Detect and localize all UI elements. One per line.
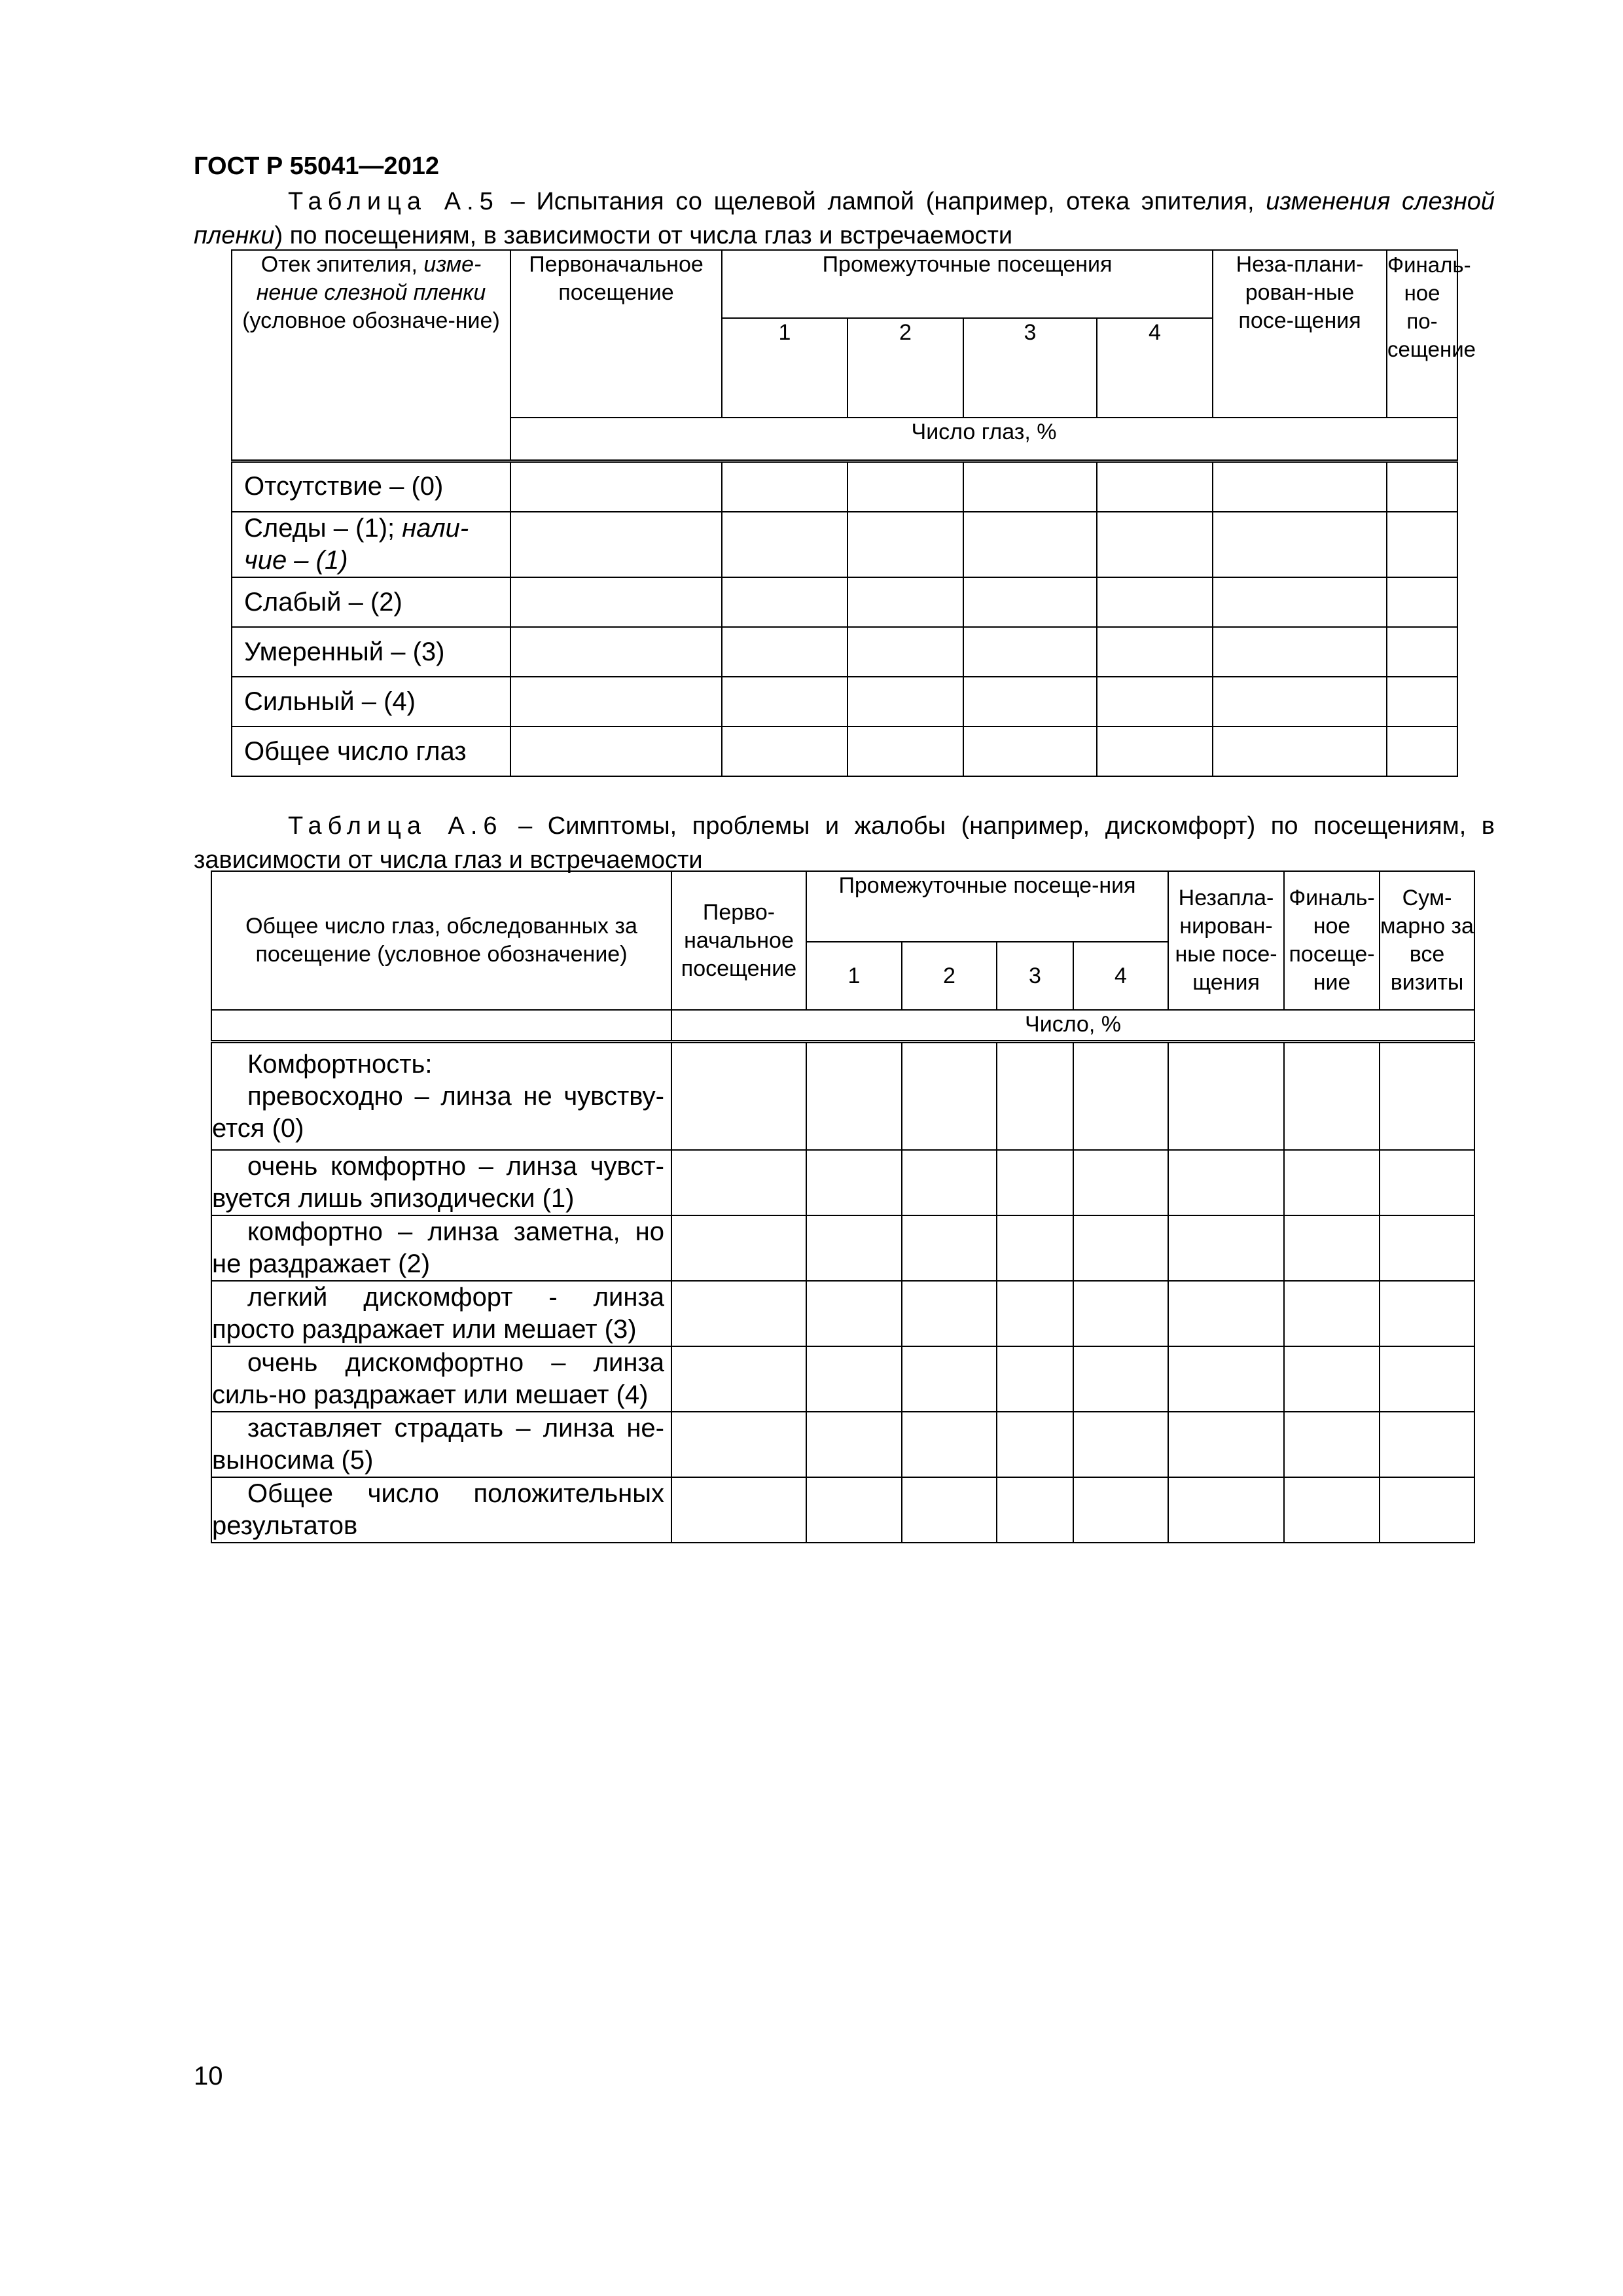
table6-header-intermediate: Промежуточные посеще-ния (806, 871, 1168, 942)
table-cell (963, 512, 1097, 577)
table-cell (722, 726, 847, 776)
table-row (232, 512, 1457, 577)
table6-row-label: очень дискомфортно – линза силь-но раздражает или мешает (4) (211, 1346, 671, 1412)
table-cell (671, 1150, 806, 1215)
table-cell (902, 1041, 997, 1150)
table6-row-label: очень комфортно – линза чувст-вуется лишь эпизодически (1) (211, 1150, 671, 1215)
table-row (211, 1041, 1474, 1150)
table-cell (1380, 1215, 1474, 1281)
table-cell (1168, 1477, 1284, 1543)
table-cell (1387, 627, 1457, 677)
table5-row-label: Отсутствие – (0) (232, 461, 510, 512)
table-cell (1168, 1412, 1284, 1477)
table5-visit-1: 1 (722, 318, 847, 418)
table5-caption-italic: изменения (1266, 188, 1391, 215)
table5-header-condition-b: изме-нение слезной пленки (256, 252, 486, 305)
table-cell (1380, 1412, 1474, 1477)
table-cell (1387, 677, 1457, 726)
table-cell (722, 627, 847, 677)
table-cell (1073, 1346, 1168, 1412)
table-a5 (231, 249, 1476, 777)
table-cell (671, 1477, 806, 1543)
table-cell (1284, 1412, 1380, 1477)
table5-visit-2: 2 (847, 318, 963, 418)
table-cell (806, 1281, 902, 1346)
table5-units: Число глаз, % (510, 418, 1457, 461)
table-cell (806, 1215, 902, 1281)
table6-header-total: Сум-марно за все визиты (1380, 871, 1474, 1010)
table-cell (1213, 677, 1387, 726)
table-cell (1387, 512, 1457, 577)
table6-row-label: комфортно – линза заметна, но не раздражает (2) (211, 1215, 671, 1281)
table-cell (510, 677, 722, 726)
table-cell (806, 1346, 902, 1412)
table-cell (1387, 577, 1457, 627)
table-cell (510, 461, 722, 512)
table-cell (1168, 1346, 1284, 1412)
table-row (211, 1150, 1474, 1215)
table5-row-label: Сильный – (4) (232, 677, 510, 726)
table-row (232, 461, 1457, 512)
table6-header-eyes: Общее число глаз, обследованных за посещение (условное обозначение) (211, 871, 671, 1010)
table-cell (1073, 1412, 1168, 1477)
table-cell (722, 512, 847, 577)
table6-caption-label: Таблица А.6 (288, 812, 503, 840)
table5-header-condition-a: Отек эпителия, (260, 252, 424, 277)
table-cell (1380, 1150, 1474, 1215)
table-cell (1284, 1477, 1380, 1543)
table-cell (1097, 461, 1213, 512)
table-cell (997, 1150, 1073, 1215)
table-cell (1387, 461, 1457, 512)
table5-caption-text-2: ) по посещениям, в зависимости от числа глаз и встречаемости (274, 222, 1013, 249)
table-cell (847, 677, 963, 726)
table-cell (722, 677, 847, 726)
table-cell (722, 577, 847, 627)
table-cell (847, 512, 963, 577)
table-cell (847, 461, 963, 512)
table-cell (902, 1281, 997, 1346)
table-cell (1073, 1215, 1168, 1281)
table-cell (211, 1010, 671, 1041)
table-cell (510, 577, 722, 627)
table-row (211, 1215, 1474, 1281)
table-cell (510, 512, 722, 577)
table-row (211, 1346, 1474, 1412)
table-cell (997, 1041, 1073, 1150)
table-cell (963, 627, 1097, 677)
table-cell (847, 726, 963, 776)
table-cell (847, 577, 963, 627)
table6-visit-3: 3 (997, 942, 1073, 1010)
table-cell (1168, 1281, 1284, 1346)
document-header: ГОСТ Р 55041—2012 (194, 152, 439, 180)
table-row (232, 677, 1457, 726)
table6-row-label (211, 1041, 671, 1150)
table5-header-unplanned: Неза-плани-рован-ные посе-щения (1213, 250, 1387, 418)
table-cell (902, 1346, 997, 1412)
table-cell (722, 461, 847, 512)
page-number: 10 (194, 2062, 223, 2090)
table-cell (1387, 726, 1457, 776)
table-cell (510, 627, 722, 677)
table-cell (1380, 1477, 1474, 1543)
table5-row-label-a: Следы – (1); (244, 514, 402, 543)
table-cell (847, 627, 963, 677)
table-cell (997, 1412, 1073, 1477)
table-cell (1168, 1041, 1284, 1150)
table-cell (1213, 577, 1387, 627)
table-cell (902, 1215, 997, 1281)
table6-caption-text: – Симптомы, проблемы и жалобы (например, дискомфорт) по посещениям, в зависимости от числа глаз и встречаемости (194, 812, 1495, 874)
table-cell (1073, 1041, 1168, 1150)
table5-header-initial: Первоначальное посещение (510, 250, 722, 418)
table-cell (1097, 677, 1213, 726)
table6-row-label: заставляет страдать – линза не-выносима (5) (211, 1412, 671, 1477)
table-cell (963, 726, 1097, 776)
table-cell (1213, 726, 1387, 776)
table-cell (1168, 1150, 1284, 1215)
table-cell (671, 1412, 806, 1477)
table5-header-final: Финаль-ное по-сещение (1387, 250, 1457, 418)
table-cell (1213, 627, 1387, 677)
table6-row-label-b: превосходно – линза не чувству-ется (0) (212, 1081, 664, 1143)
table-cell (1380, 1346, 1474, 1412)
table-cell (1097, 726, 1213, 776)
table5-header-condition (232, 250, 510, 461)
table-cell (997, 1346, 1073, 1412)
table-cell (1213, 461, 1387, 512)
table5-caption (194, 185, 1495, 253)
table6-caption (194, 809, 1495, 877)
table-row (232, 726, 1457, 776)
table-cell (1073, 1477, 1168, 1543)
table6-row-label-a: Комфортность: (247, 1049, 433, 1079)
table-cell (1284, 1150, 1380, 1215)
table5-header-condition-c: (условное обозначе-ние) (242, 308, 500, 333)
table-cell (1073, 1150, 1168, 1215)
table-cell (1073, 1281, 1168, 1346)
table5-header-intermediate: Промежуточные посещения (722, 250, 1213, 318)
table5-visit-4: 4 (1097, 318, 1213, 418)
table-cell (1097, 627, 1213, 677)
table6-visit-2: 2 (902, 942, 997, 1010)
table-cell (997, 1215, 1073, 1281)
table-cell (1097, 512, 1213, 577)
table-cell (1380, 1041, 1474, 1150)
table-cell (902, 1150, 997, 1215)
table-row (211, 1281, 1474, 1346)
table-cell (806, 1477, 902, 1543)
table5-row-label-b: нали-чие – (1) (244, 514, 469, 575)
table6-visit-4: 4 (1073, 942, 1168, 1010)
table-cell (997, 1281, 1073, 1346)
table-cell (1097, 577, 1213, 627)
table-cell (902, 1477, 997, 1543)
table5-row-label: Общее число глаз (232, 726, 510, 776)
table-cell (963, 577, 1097, 627)
table-cell (1284, 1041, 1380, 1150)
table6-header-initial: Перво-начальное посещение (671, 871, 806, 1010)
table-cell (806, 1150, 902, 1215)
table-cell (1168, 1215, 1284, 1281)
table5-visit-3: 3 (963, 318, 1097, 418)
table6-units: Число, % (671, 1010, 1474, 1041)
table-cell (671, 1041, 806, 1150)
table-a6 (211, 870, 1475, 1543)
table-cell (671, 1346, 806, 1412)
table-cell (1213, 512, 1387, 577)
table-cell (1284, 1281, 1380, 1346)
table5-row-label (232, 512, 510, 577)
table-cell (902, 1412, 997, 1477)
table-cell (1380, 1281, 1474, 1346)
table5-caption-italic-2: слезной пленки (194, 188, 1495, 249)
table-cell (963, 461, 1097, 512)
table6-header-final: Финаль-ное посеще-ние (1284, 871, 1380, 1010)
table-cell (806, 1412, 902, 1477)
table-cell (997, 1477, 1073, 1543)
table-cell (510, 726, 722, 776)
table6-row-label: Общее число положительных результатов (211, 1477, 671, 1543)
table-cell (963, 677, 1097, 726)
table-row (232, 577, 1457, 627)
table5-row-label: Слабый – (2) (232, 577, 510, 627)
table5-row-label: Умеренный – (3) (232, 627, 510, 677)
table-cell (806, 1041, 902, 1150)
table-row (211, 1477, 1474, 1543)
table5-caption-label: Таблица А.5 (288, 188, 499, 215)
table-cell (671, 1215, 806, 1281)
table-row (211, 1412, 1474, 1477)
table-cell (1284, 1346, 1380, 1412)
table6-header-unplanned: Незапла-нирован-ные посе-щения (1168, 871, 1284, 1010)
table-cell (1284, 1215, 1380, 1281)
table6-visit-1: 1 (806, 942, 902, 1010)
table6-row-label: легкий дискомфорт - линза просто раздражает или мешает (3) (211, 1281, 671, 1346)
table5-caption-text: – Испытания со щелевой лампой (например, отека эпителия, (499, 188, 1266, 215)
table-cell (671, 1281, 806, 1346)
table-row (232, 627, 1457, 677)
